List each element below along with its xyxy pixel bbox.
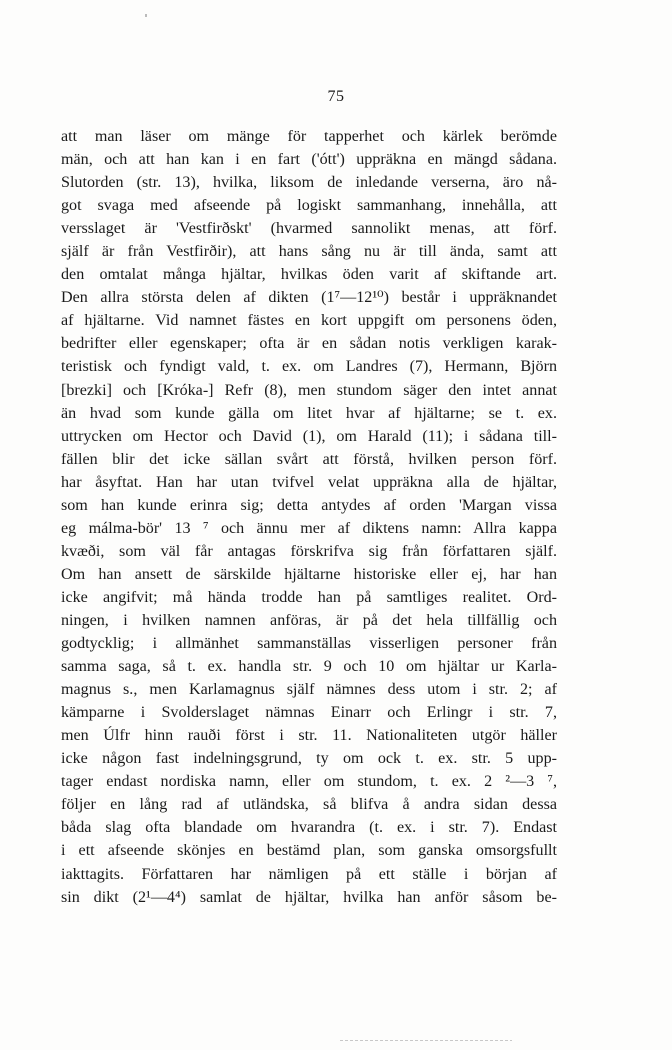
text-line: själf är från Vestfirðir), att hans sång nu är till ända, samt att (61, 243, 557, 261)
text-line: magnus s., men Karlamagnus själf nämnes dess utom i str. 2; af (61, 681, 557, 699)
text-line: den omtalat många hjältar, hvilkas öden varit af skiftande art. (61, 266, 557, 284)
text-line: att man läser om mänge för tapperhet och kärlek berömde (61, 128, 557, 145)
text-line: icke någon fast indelningsgrund, ty om ock t. ex. str. 5 upp- (61, 750, 557, 768)
text-line: kvæði, som väl får antagas förskrifva sig från författaren själf. (61, 542, 557, 560)
text-line: Om han ansett de särskilde hjältarne historiske eller ej, har han (61, 565, 557, 583)
text-line: tager endast nordiska namn, eller om stundom, t. ex. 2 ²—3 ⁷, (61, 773, 557, 791)
text-line: uttrycken om Hector och David (1), om Harald (11); i sådana till- (61, 427, 557, 445)
text-line: got svaga med afseende på logiskt sammanhang, innehålla, att (61, 197, 557, 215)
page-number: 75 (327, 88, 345, 105)
text-line: kämparne i Svolderslaget nämnas Einarr och Erlingr i str. 7, (61, 704, 557, 722)
text-line: [brezki] och [Króka-] Refr (8), men stundom säger den intet annat (61, 381, 557, 399)
scan-mark (145, 14, 147, 17)
text-line: men Úlfr hinn rauði först i str. 11. Nationaliteten utgör häller (61, 727, 557, 745)
text-line: har åsyftat. Han har utan tvifvel velat uppräkna alla de hjältar, (61, 473, 557, 491)
text-line: af hjältarne. Vid namnet fästes en kort uppgift om personens öden, (61, 312, 557, 330)
text-line: sin dikt (2¹—4⁴) samlat de hjältar, hvilka han anför såsom be- (61, 888, 557, 906)
text-line: än hvad som kunde gälla om litet hvar af hjältarne; se t. ex. (61, 404, 557, 422)
bottom-scan-edge (340, 1040, 512, 1041)
text-line: icke angifvit; må hända trodde han på samtliges realitet. Ord- (61, 588, 557, 606)
text-line: i ett afseende skönjes en bestämd plan, som ganska omsorgsfullt (61, 842, 557, 860)
body-text (61, 125, 557, 909)
text-line: män, och att han kan i en fart ('ótt') uppräkna en mängd sådana. (61, 151, 557, 169)
text-line: samma saga, så t. ex. handla str. 9 och 10 om hjältar ur Karla- (61, 658, 557, 676)
text-line: bedrifter eller egenskaper; ofta är en sådan notis verkligen karak- (61, 335, 557, 353)
text-line: båda slag ofta blandade om hvarandra (t. ex. i str. 7). Endast (61, 819, 557, 837)
text-line: godtycklig; i allmänhet sammanställas visserligen personer från (61, 635, 557, 653)
text-line: följer en lång rad af utländska, så blifva å andra sidan dessa (61, 796, 557, 814)
text-line: versslaget är 'Vestfirðskt' (hvarmed sannolikt menas, att förf. (61, 220, 557, 238)
text-line: som han kunde erinra sig; detta antydes af orden 'Margan vissa (61, 496, 557, 514)
text-line: Slutorden (str. 13), hvilka, liksom de inledande verserna, äro nå- (61, 174, 557, 192)
text-line: ningen, i hvilken namnen anföras, är på det hela tillfällig och (61, 611, 557, 629)
text-line: fällen blir det icke sällan svårt att förstå, hvilken person förf. (61, 450, 557, 468)
text-line: iakttagits. Författaren har nämligen på ett ställe i början af (61, 865, 557, 883)
text-line: Den allra största delen af dikten (1⁷—12¹⁰) består i uppräknandet (61, 289, 557, 307)
text-line: eg málma-bör' 13 ⁷ och ännu mer af diktens namn: Allra kappa (61, 519, 557, 537)
text-line: teristisk och fyndigt vald, t. ex. om Landres (7), Hermann, Björn (61, 358, 557, 376)
